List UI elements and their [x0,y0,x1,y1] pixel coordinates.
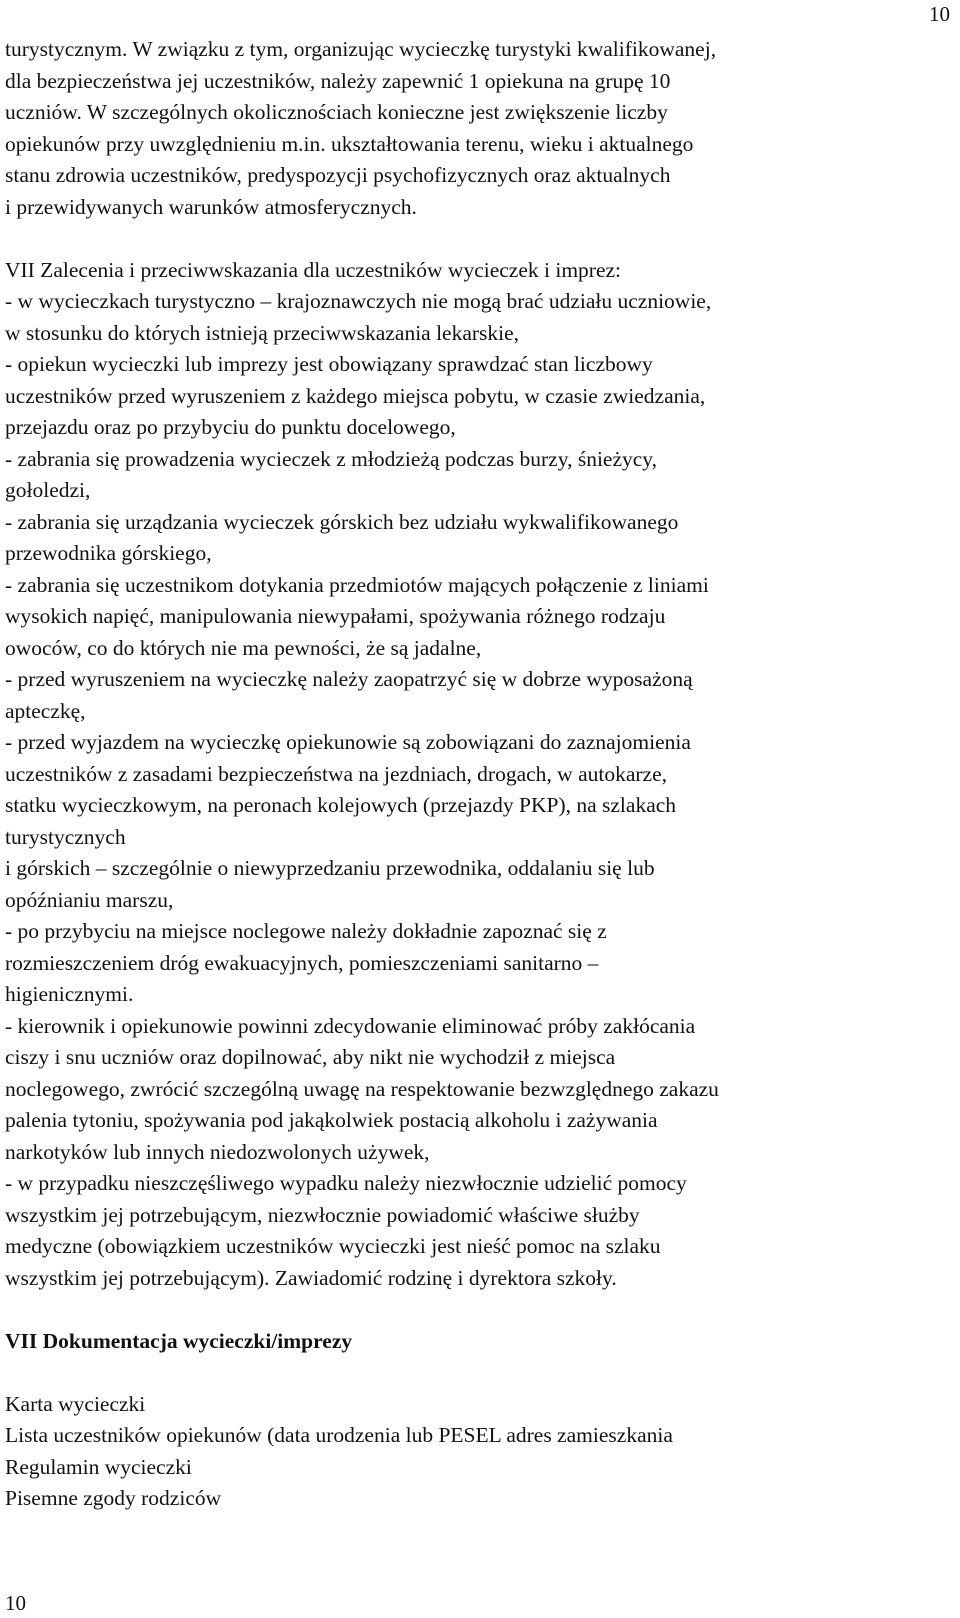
text-line: - zabrania się urządzania wycieczek górskich bez udziału wykwalifikowanego [5,509,679,534]
text-line: narkotyków lub innych niedozwolonych używek, [5,1139,430,1164]
text-line: przejazdu oraz po przybyciu do punktu docelowego, [5,415,456,439]
text-line: turystycznym. W związku z tym, organizując wycieczkę turystyki kwalifikowanej, [5,37,717,61]
section-recommendations [5,255,950,1295]
list-item: Pisemne zgody rodziców [5,1486,222,1510]
text-line: i przewidywanych warunków atmosferycznych. [5,194,417,219]
text-line: uczestników przed wyruszeniem z każdego miejsca pobytu, w czasie zwiedzania, [5,383,706,408]
text-line: owoców, co do których nie ma pewności, że są jadalne, [5,635,482,660]
text-line: stanu zdrowia uczestników, predyspozycji psychofizycznych oraz aktualnych [5,163,671,187]
list-item: Lista uczestników opiekunów (data urodzenia lub PESEL adres zamieszkania [5,1423,673,1447]
text-line: turystycznych [5,824,126,849]
text-line: wszystkim jej potrzebującym, niezwłocznie powiadomić właściwe służby [5,1202,640,1227]
text-line: - w przypadku nieszczęśliwego wypadku należy niezwłocznie udzielić pomocy [5,1171,687,1195]
text-line: ciszy i snu uczniów oraz dopilnować, aby nikt nie wychodził z miejsca [5,1045,616,1069]
list-item: Karta wycieczki [5,1391,146,1416]
text-line: rozmieszczeniem dróg ewakuacyjnych, pomieszczeniami sanitarno – [5,950,599,975]
text-line: higienicznymi. [5,982,134,1006]
text-line: opiekunów przy uwzględnieniu m.in. ukształtowania terenu, wieku i aktualnego [5,131,694,156]
text-line: - zabrania się uczestnikom dotykania przedmiotów mających połączenie z liniami [5,572,709,597]
paragraph-gap [5,223,950,255]
text-line: - kierownik i opiekunowie powinni zdecydowanie eliminować próby zakłócania [5,1013,696,1038]
intro-paragraph [5,34,950,223]
text-line: wszystkim jej potrzebującym). Zawiadomić rodzinę i dyrektora szkoły. [5,1265,617,1290]
text-line: noclegowego, zwrócić szczególną uwagę na respektowanie bezwzględnego zakazu [5,1076,719,1101]
section-heading-documentation: VII Dokumentacja wycieczki/imprezy [5,1328,353,1353]
text-line: gołoledzi, [5,478,91,502]
text-line: - zabrania się prowadzenia wycieczek z młodzieżą podczas burzy, śnieżycy, [5,446,658,471]
text-line: apteczkę, [5,698,86,723]
page-number-bottom: 10 [5,1591,26,1615]
list-item: Regulamin wycieczki [5,1454,192,1479]
text-line: - po przybyciu na miejsce noclegowe należy dokładnie zapoznać się z [5,919,607,943]
text-line: opóźnianiu marszu, [5,887,174,912]
text-line: przewodnika górskiego, [5,541,212,565]
text-line: w stosunku do których istnieją przeciwwskazania lekarskie, [5,320,520,345]
document-body [5,34,950,1515]
documentation-list [5,1389,950,1515]
text-line: wysokich napięć, manipulowania niewypałami, spożywania różnego rodzaju [5,604,666,628]
text-line: uczniów. W szczególnych okolicznościach konieczne jest zwiększenie liczby [5,100,668,124]
page-number-top: 10 [929,2,950,26]
text-line: medyczne (obowiązkiem uczestników wycieczki jest nieść pomoc na szlaku [5,1234,661,1258]
text-line: - w wycieczkach turystyczno – krajoznawczych nie mogą brać udziału uczniowie, [5,289,712,313]
paragraph-gap [5,1357,950,1389]
text-line: palenia tytoniu, spożywania pod jakąkolwiek postacią alkoholu i zażywania [5,1108,658,1132]
paragraph-gap [5,1294,950,1326]
text-line: dla bezpieczeństwa jej uczestników, należy zapewnić 1 opiekuna na grupę 10 [5,68,671,93]
text-line: - opiekun wycieczki lub imprezy jest obowiązany sprawdzać stan liczbowy [5,352,653,376]
text-line: statku wycieczkowym, na peronach kolejowych (przejazdy PKP), na szlakach [5,793,677,817]
text-line: i górskich – szczególnie o niewyprzedzaniu przewodnika, oddalaniu się lub [5,856,655,880]
text-line: uczestników z zasadami bezpieczeństwa na jezdniach, drogach, w autokarze, [5,761,667,786]
text-line: - przed wyruszeniem na wycieczkę należy zaopatrzyć się w dobrze wyposażoną [5,667,693,691]
text-line: - przed wyjazdem na wycieczkę opiekunowie są zobowiązani do zaznajomienia [5,730,691,754]
section-title: VII Zalecenia i przeciwwskazania dla uczestników wycieczek i imprez: [5,257,622,282]
